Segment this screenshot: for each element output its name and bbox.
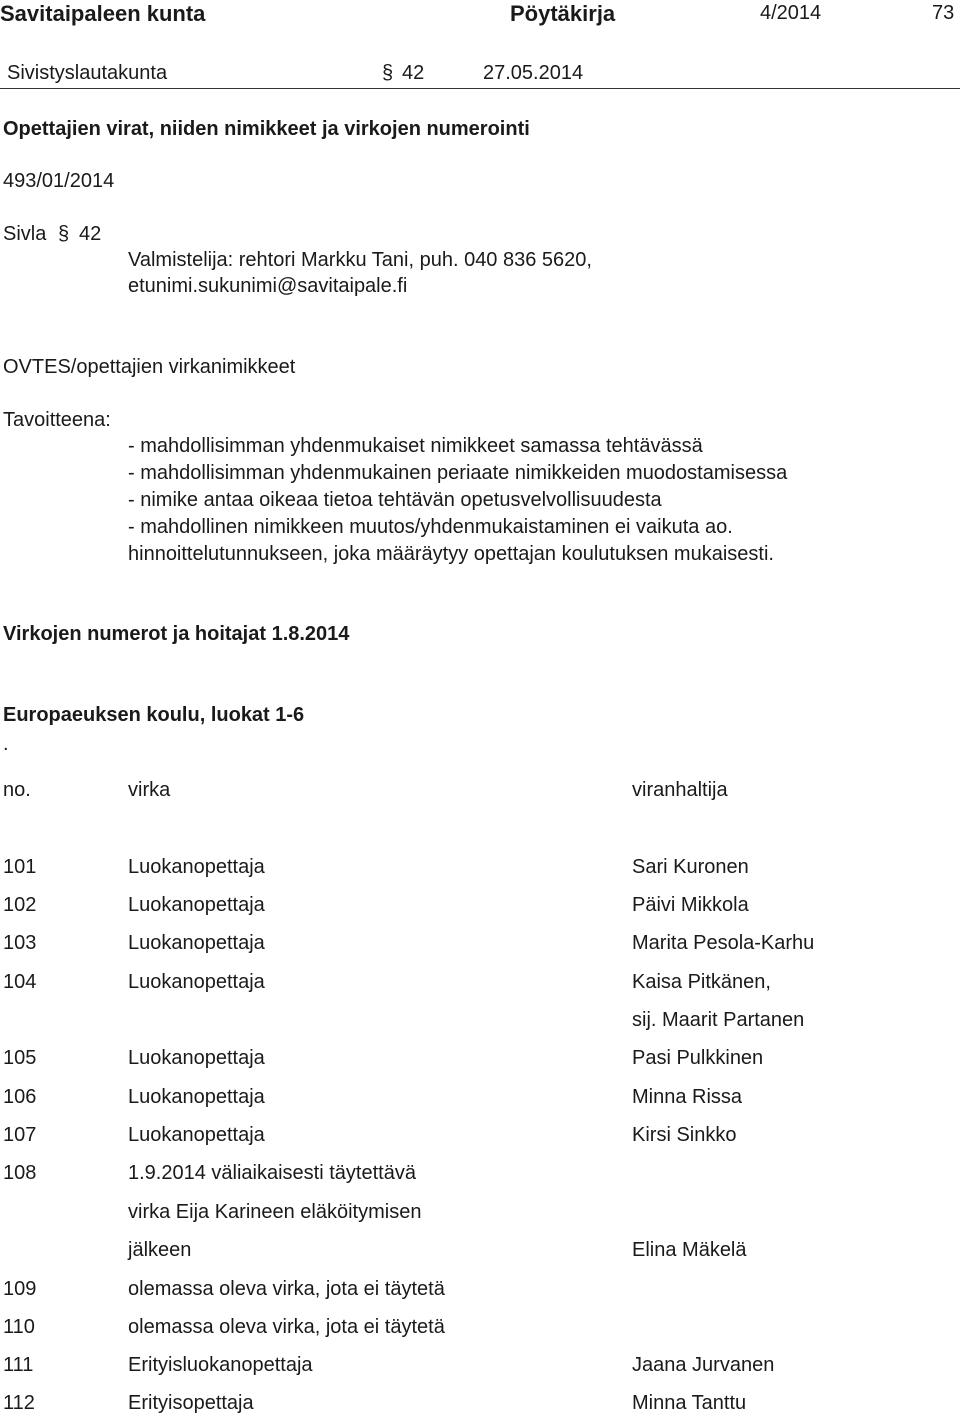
row-virka: olemassa oleva virka, jota ei täytetä [128,1278,445,1300]
row-holder: Jaana Jurvanen [632,1354,775,1376]
row-virka: Luokanopettaja [128,1086,265,1108]
sivla-symbol: § [58,223,70,245]
row-virka: Luokanopettaja [128,1124,265,1146]
goal-item: - nimike antaa oikeaa tietoa tehtävän opetusvelvollisuudesta [128,489,662,511]
item-title: Opettajien virat, niiden nimikkeet ja virkojen numerointi [3,118,530,140]
row-holder: Marita Pesola-Karhu [632,932,815,954]
document-type: Pöytäkirja [510,1,616,26]
row-number: 106 [3,1086,37,1108]
school-heading: Europaeuksen koulu, luokat 1-6 [3,704,305,726]
meeting-date: 27.05.2014 [483,62,584,84]
header-divider [0,88,960,89]
row-holder: Pasi Pulkkinen [632,1047,764,1069]
row-holder: Sari Kuronen [632,856,749,878]
sivla-number: 42 [79,223,102,245]
row-number: 107 [3,1124,37,1146]
section-symbol: § [382,62,394,84]
row-number: 103 [3,932,37,954]
row-number: 111 [3,1354,34,1376]
row-virka: Luokanopettaja [128,971,265,993]
sivla-prefix: Sivla [3,223,47,245]
row-holder: Minna Tanttu [632,1392,747,1414]
goal-item: - mahdollinen nimikkeen muutos/yhdenmukaistaminen ei vaikuta ao. [128,516,733,538]
row-virka: Erityisluokanopettaja [128,1354,313,1376]
row-virka: Luokanopettaja [128,932,265,954]
row-virka: virka Eija Karineen eläköitymisen [128,1201,422,1223]
municipality-name: Savitaipaleen kunta [0,1,206,26]
page-number: 73 [932,2,955,24]
item-reference: 493/01/2014 [3,170,115,192]
row-virka: Luokanopettaja [128,856,265,878]
row-number: 110 [3,1316,35,1338]
row-number: 104 [3,971,37,993]
row-holder: Minna Rissa [632,1086,743,1108]
row-number: 112 [3,1392,35,1414]
row-virka: Luokanopettaja [128,894,265,916]
row-holder: Kaisa Pitkänen, [632,971,771,993]
subtitle: OVTES/opettajien virkanimikkeet [3,356,296,378]
section-heading: Virkojen numerot ja hoitajat 1.8.2014 [3,623,350,645]
goal-item: - mahdollisimman yhdenmukainen periaate nimikkeiden muodostamisessa [128,462,788,484]
row-number: 109 [3,1278,37,1300]
row-virka: Erityisopettaja [128,1392,254,1414]
stray-dot: . [3,733,9,755]
column-header-no: no. [3,779,31,801]
goal-item: hinnoittelutunnukseen, joka määräytyy opettajan koulutuksen mukaisesti. [128,543,774,565]
column-header-holder: viranhaltija [632,779,728,801]
row-holder: Päivi Mikkola [632,894,749,916]
preparer-line-2: etunimi.sukunimi@savitaipale.fi [128,275,408,297]
goals-label: Tavoitteena: [3,409,111,431]
row-holder: Kirsi Sinkko [632,1124,737,1146]
row-virka: 1.9.2014 väliaikaisesti täytettävä [128,1162,416,1184]
row-number: 108 [3,1162,37,1184]
row-number: 102 [3,894,37,916]
row-holder: sij. Maarit Partanen [632,1009,805,1031]
section-number: 42 [402,62,425,84]
document-number: 4/2014 [760,2,822,24]
row-virka: jälkeen [128,1239,192,1261]
preparer-line-1: Valmistelija: rehtori Markku Tani, puh. 040 836 5620, [128,249,592,271]
row-virka: olemassa oleva virka, jota ei täytetä [128,1316,445,1338]
goal-item: - mahdollisimman yhdenmukaiset nimikkeet samassa tehtävässä [128,435,703,457]
row-virka: Luokanopettaja [128,1047,265,1069]
row-number: 105 [3,1047,37,1069]
row-number: 101 [3,856,37,878]
column-header-virka: virka [128,779,171,801]
committee-name: Sivistyslautakunta [7,62,168,84]
row-holder: Elina Mäkelä [632,1239,747,1261]
